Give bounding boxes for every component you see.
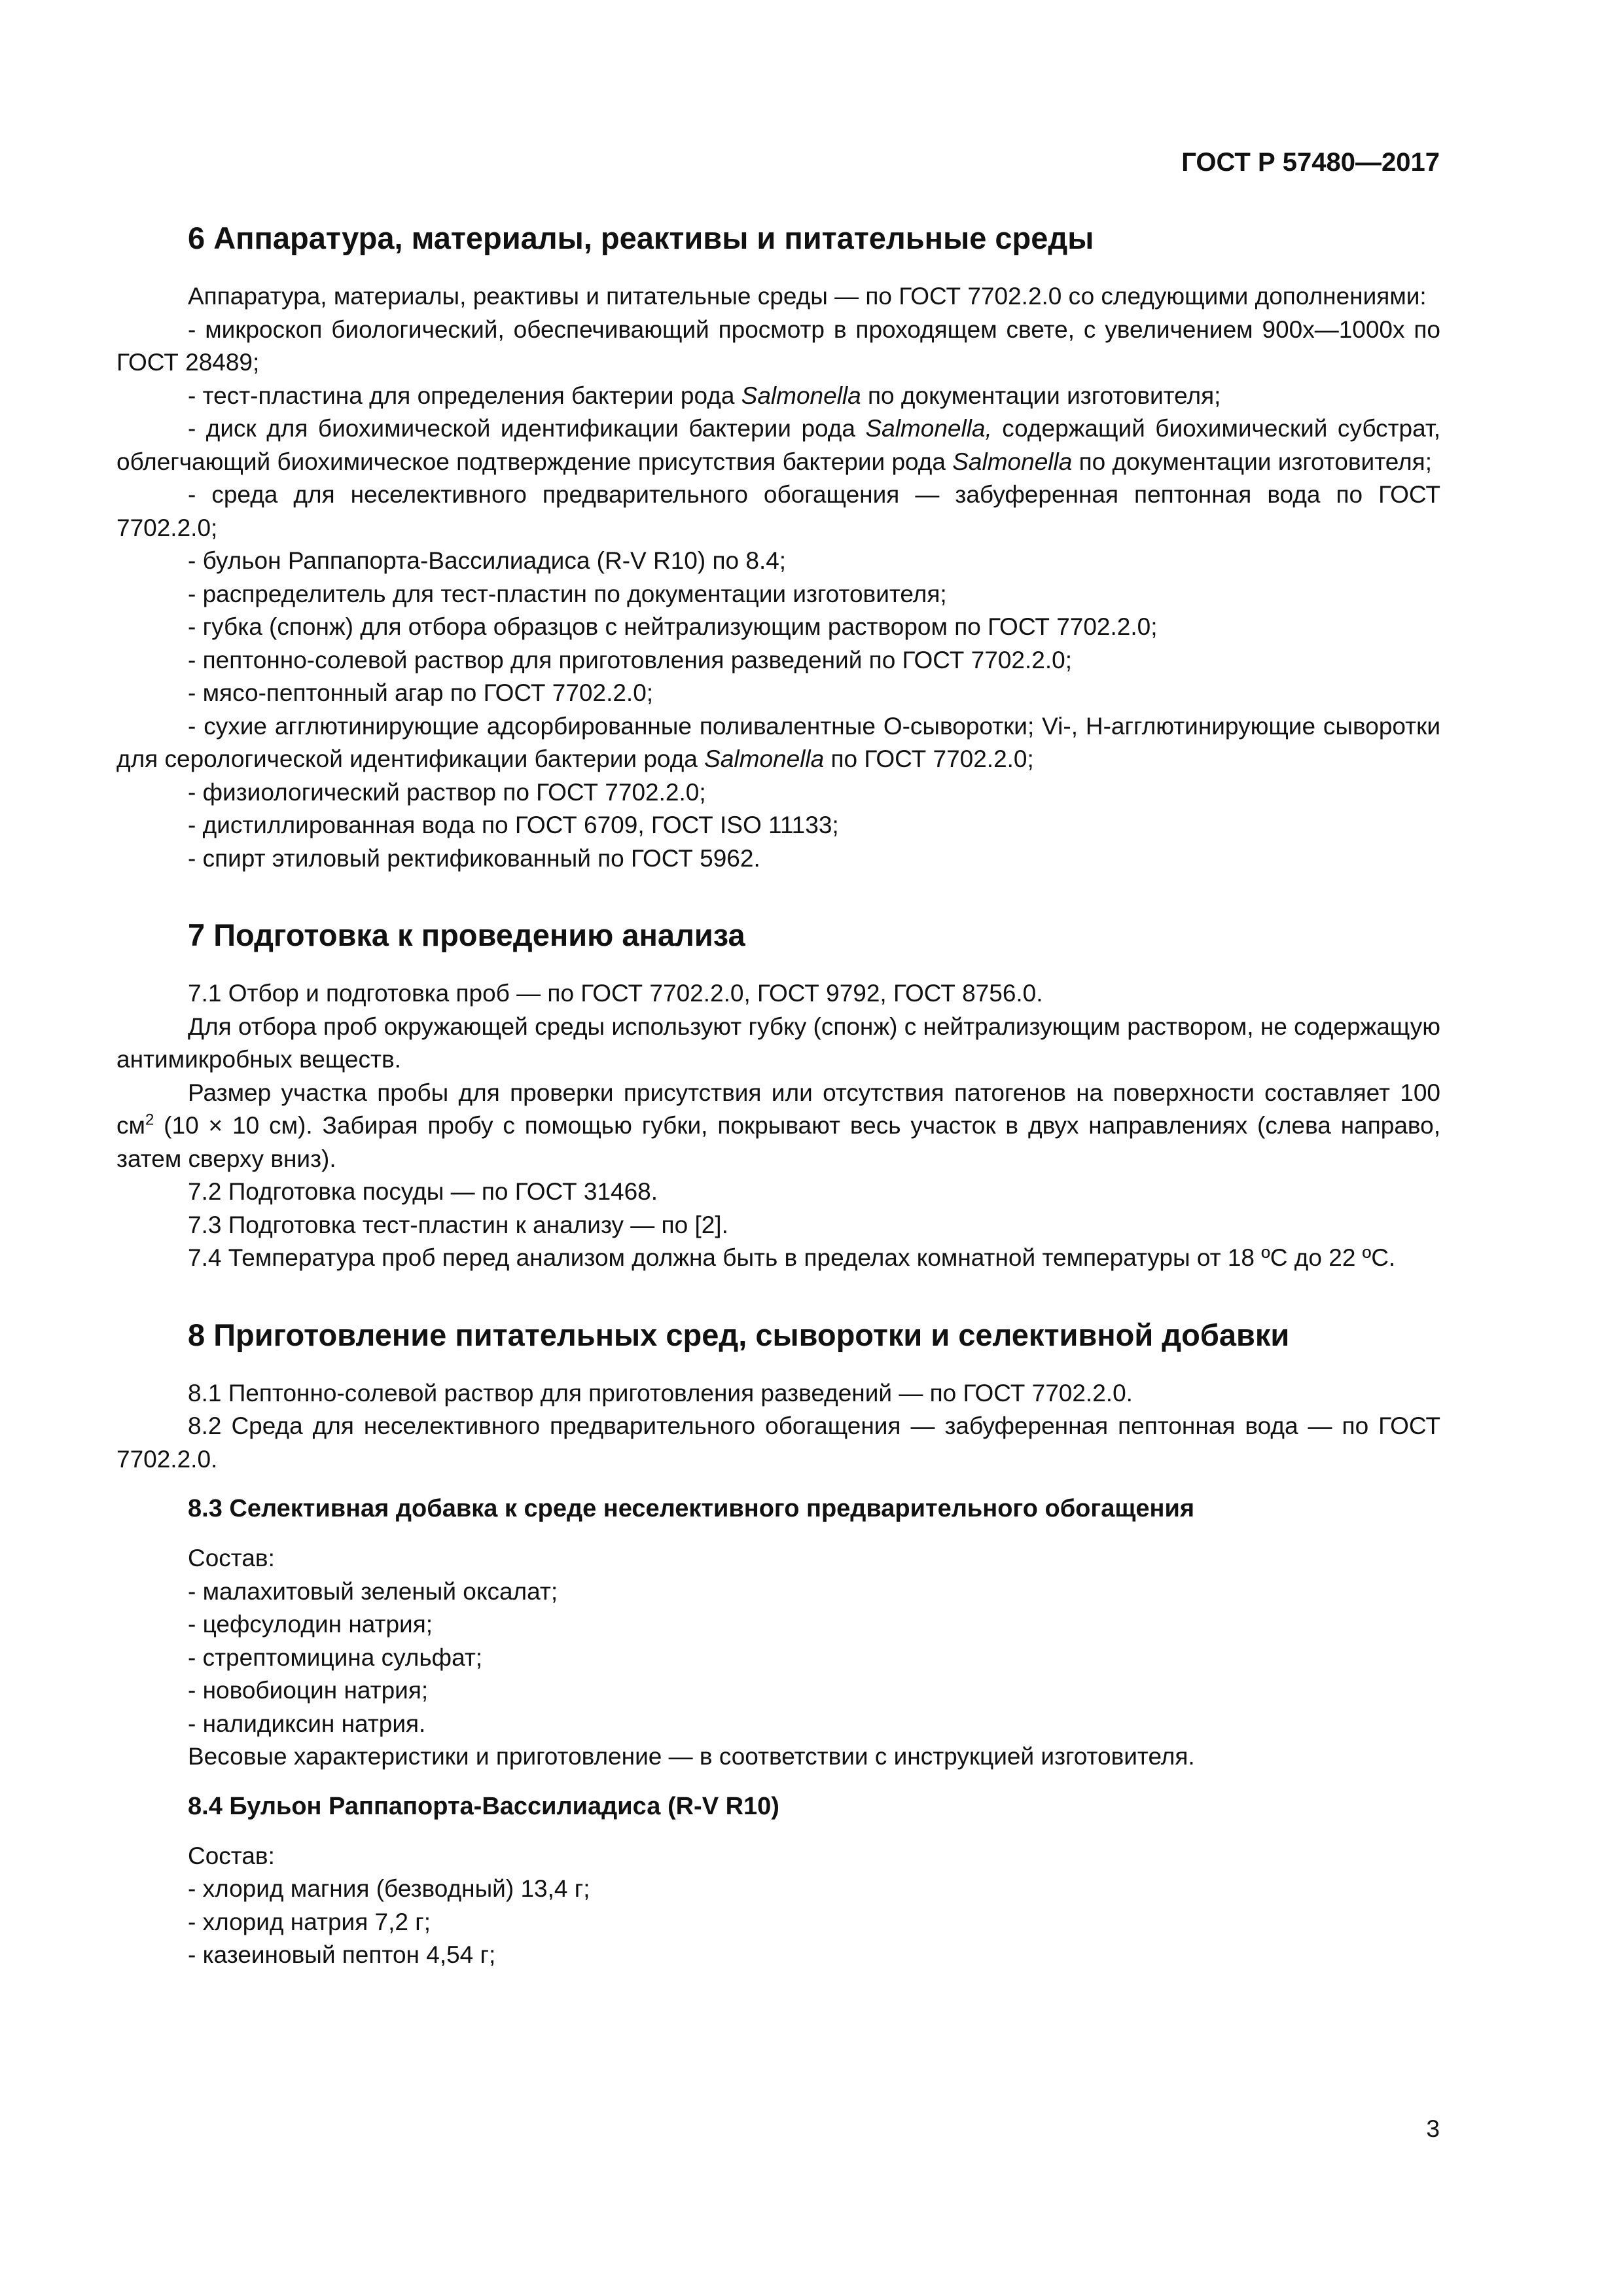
composition-lead: Состав: — [188, 1842, 275, 1869]
equipment-item: - диск для биохимической идентификации бактерии рода Salmonella, содержащий биохимический субстрат, облегчающий биохимическое подтверждение присутствия бактерии рода Salmonella по документации изготовителя; — [116, 415, 1441, 475]
page-number: 3 — [1426, 2115, 1440, 2142]
equipment-item: - сухие агглютинирующие адсорбированные поливалентные О-сыворотки; Vi-, Н-агглютинирующие сыворотки для серологической идентификации бактерии рода Salmonella по ГОСТ 7702.2.0; — [116, 712, 1440, 772]
composition-item: - цефсулодин натрия; — [188, 1611, 433, 1638]
paragraph-7-2: 7.2 Подготовка посуды — по ГОСТ 31468. — [188, 1178, 658, 1205]
section-6-title: 6 Аппаратура, материалы, реактивы и питательные среды — [188, 221, 1094, 255]
paragraph-7-3: 7.3 Подготовка тест-пластин к анализу — по [2]. — [188, 1211, 728, 1238]
composition-item: - новобиоцин натрия; — [188, 1677, 429, 1704]
subsection-8-3-title: 8.3 Селективная добавка к среде неселективного предварительного обогащения — [188, 1495, 1195, 1522]
subsection-8-4-title: 8.4 Бульон Раппапорта-Вассилиадиса (R-V R10) — [188, 1792, 779, 1820]
paragraph-8-1: 8.1 Пептонно-солевой раствор для приготовления разведений — по ГОСТ 7702.2.0. — [188, 1379, 1133, 1407]
equipment-item: - губка (спонж) для отбора образцов с нейтрализующим раствором по ГОСТ 7702.2.0; — [188, 613, 1158, 640]
composition-item: - казеиновый пептон 4,54 г; — [188, 1941, 496, 1968]
paragraph-8-2: 8.2 Среда для неселективного предварительного обогащения — забуференная пептонная вода — по ГОСТ 7702.2.0. — [116, 1412, 1440, 1473]
composition-item: - хлорид магния (безводный) 13,4 г; — [188, 1875, 590, 1902]
paragraph: Размер участка пробы для проверки присутствия или отсутствия патогенов на поверхности составляет 100 $см^2$ (10 × 10 см). Забирая пробу с помощью губки, покрывают весь участок в двух направлениях (слева направо, затем сверху вниз). — [116, 1079, 1440, 1172]
paragraph-7-4: 7.4 Температура проб перед анализом должна быть в пределах комнатной температуры от 18 ºС до 22 ºС. — [188, 1244, 1396, 1271]
paragraph: Для отбора проб окружающей среды используют губку (спонж) с нейтрализующим раствором, не содержащую антимикробных веществ. — [116, 1013, 1440, 1073]
equipment-item: - среда для неселективного предварительного обогащения — забуференная пептонная вода по ГОСТ 7702.2.0; — [116, 481, 1440, 541]
equipment-item: - дистиллированная вода по ГОСТ 6709, ГОСТ ISO 11133; — [188, 812, 839, 838]
equipment-item: - мясо-пептонный агар по ГОСТ 7702.2.0; — [188, 679, 654, 706]
composition-lead: Состав: — [188, 1545, 275, 1571]
equipment-item: - спирт этиловый ректификованный по ГОСТ 5962. — [188, 844, 760, 872]
equipment-item: - физиологический раствор по ГОСТ 7702.2.0; — [188, 778, 706, 806]
composition-item: - стрептомицина сульфат; — [188, 1643, 483, 1671]
equipment-item: - распределитель для тест-пластин по документации изготовителя; — [188, 580, 947, 607]
composition-note: Весовые характеристики и приготовление — в соответствии с инструкцией изготовителя. — [188, 1743, 1195, 1770]
composition-item: - малахитовый зеленый оксалат; — [188, 1577, 558, 1605]
composition-item: - хлорид натрия 7,2 г; — [188, 1908, 431, 1935]
paragraph-7-1: 7.1 Отбор и подготовка проб — по ГОСТ 7702.2.0, ГОСТ 9792, ГОСТ 8756.0. — [188, 980, 1043, 1007]
equipment-item: - пептонно-солевой раствор для приготовления разведений по ГОСТ 7702.2.0; — [188, 646, 1072, 673]
section-7-title: 7 Подготовка к проведению анализа — [188, 918, 745, 952]
section-6-intro: Аппаратура, материалы, реактивы и питательные среды — по ГОСТ 7702.2.0 со следующими дополнениями: — [188, 283, 1427, 310]
equipment-item: - микроскоп биологический, обеспечивающий просмотр в проходящем свете, с увеличением 900х—1000х по ГОСТ 28489; — [116, 315, 1440, 376]
composition-item: - налидиксин натрия. — [188, 1710, 426, 1737]
document-body — [116, 219, 1440, 1972]
document-code: ГОСТ Р 57480—2017 — [1181, 148, 1440, 177]
section-8-title: 8 Приготовление питательных сред, сыворотки и селективной добавки — [188, 1317, 1290, 1352]
equipment-item: - тест-пластина для определения бактерии рода Salmonella по документации изготовителя; — [188, 382, 1221, 409]
equipment-item: - бульон Раппапорта-Вассилиадиса (R-V R10) по 8.4; — [188, 547, 787, 574]
